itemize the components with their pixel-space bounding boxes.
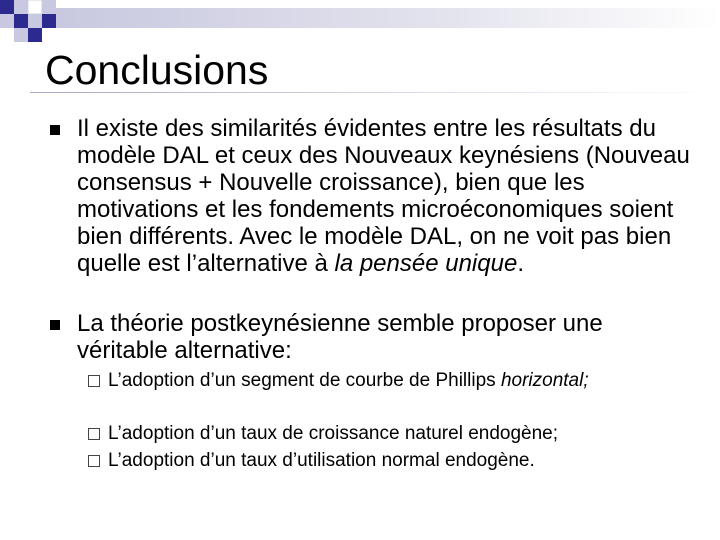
subbullet-3-text: L’adoption d’un taux d’utilisation normal endogène. — [108, 450, 535, 471]
bullet-square-icon — [50, 320, 60, 330]
bullet-square-icon — [50, 125, 60, 135]
subbullet-1-text-main: L’adoption d’un segment de courbe de Phillips — [108, 370, 501, 391]
subbullet-2-text: L’adoption d’un taux de croissance naturel endogène; — [108, 423, 559, 444]
subbullet-1-text-italic: horizontal; — [500, 370, 589, 391]
bullet-2-text: La théorie postkeynésienne semble proposer une véritable alternative: — [77, 310, 603, 364]
bullet-1-text-end: . — [517, 250, 524, 277]
checkbox-icon — [88, 428, 100, 440]
bullet-1-text-main: Il existe des similarités évidentes entre les résultats du modèle DAL et ceux des Nouveaux keynésiens (Nouveau consensus + Nouvelle croissance), bien que les motivations et les fondements microéconomiques soient bien différents. Avec le modèle DAL, on ne voit pas bien quelle est l’alternative à — [77, 115, 690, 277]
subbullet-1-text — [108, 369, 698, 392]
checkbox-icon — [88, 375, 100, 387]
slide-title: Conclusions — [45, 47, 269, 93]
bullet-1-text — [77, 115, 697, 277]
checkbox-icon — [88, 455, 100, 467]
bullet-1-text-italic: la pensée unique — [334, 250, 518, 277]
